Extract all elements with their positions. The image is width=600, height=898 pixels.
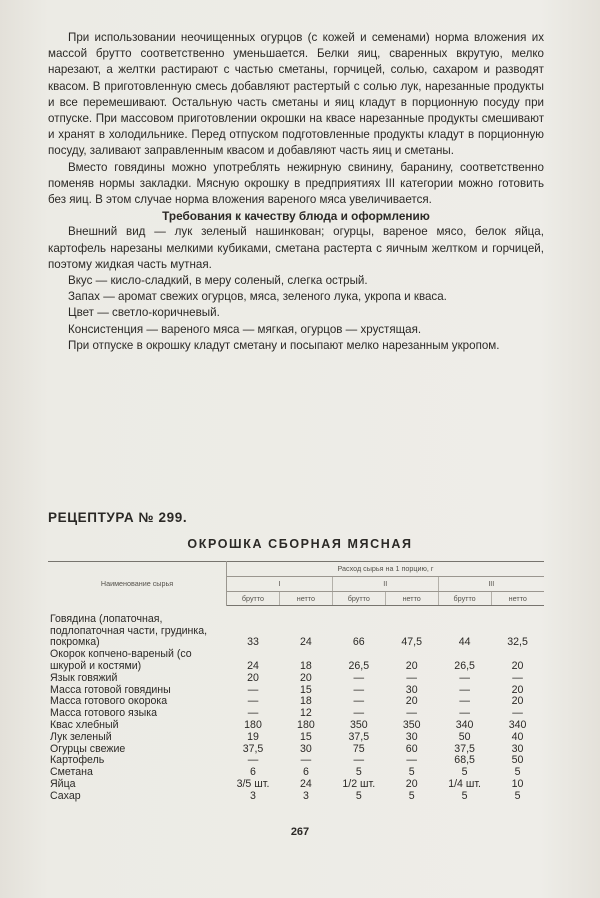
column-header-consumption: Расход сырья на 1 порцию, г xyxy=(227,562,544,577)
ingredient-value: 5 xyxy=(461,766,468,779)
ingredient-value: 15 xyxy=(299,730,312,743)
requirement-text: — лук зеленый нашинкован; огурцы, вареное мясо, белок яйца, картофель нарезаны мелкими кубиками, сметана растерта с яичным желтком и горчицей, поэтому жидкая часть мутная. xyxy=(48,225,544,271)
ingredient-value: 6 xyxy=(250,766,256,779)
ingredient-value: 6 xyxy=(302,766,309,779)
ingredient-value: 24 xyxy=(299,636,312,649)
ingredient-value: 50 xyxy=(458,730,471,743)
ingredient-value: 3 xyxy=(250,789,256,802)
requirement-smell xyxy=(48,289,544,305)
ingredient-value: 340 xyxy=(508,719,527,732)
ingredient-value: 19 xyxy=(247,730,259,743)
ingredient-value: 20 xyxy=(511,695,524,708)
ingredient-value: 32,5 xyxy=(507,636,528,649)
ingredient-value: 350 xyxy=(349,719,368,732)
paragraph-preparation: При использовании неочищенных огурцов (с кожей и семенами) норма вложения их массой брутто соответственно уменьшается. Белки яиц, сваренных вкрутую, мелко нарезают, а желтки растирают с частью сметаны, горчицей, солью, сахаром и разводят квасом. В приготовленную смесь добавляют растертый с солью лук, нарезанные продукты и все перемешивают. Остальную часть сметаны и яиц кладут в порционную посуду при отпуске. При массовом приготовлении окрошки на квасе нарезанные продукты смешивают и хранят в холодильнике. Перед отпуском подготовленные продукты кладут в порционную посуду, заливают заправленным квасом и добавляют часть яиц и сметаны. xyxy=(48,31,544,158)
subheader-gross: брутто xyxy=(438,591,491,606)
ingredient-value: 24 xyxy=(247,660,259,673)
ingredient-name: Язык говяжий xyxy=(50,671,118,684)
ingredient-value: 60 xyxy=(405,742,418,755)
ingredient-value: 37,5 xyxy=(454,742,475,755)
ingredient-value: 33 xyxy=(247,636,259,649)
ingredient-value: 26,5 xyxy=(454,660,475,673)
requirement-taste xyxy=(48,273,544,289)
category-header: I xyxy=(227,576,333,591)
ingredient-name: Огурцы свежие xyxy=(50,742,126,755)
ingredient-value: 1/2 шт. xyxy=(342,778,376,791)
ingredient-name: Масса готовой говядины xyxy=(50,683,171,696)
ingredient-value: — xyxy=(247,754,259,767)
requirement-text: При отпуске в окрошку кладут сметану и посыпают мелко нарезанным укропом. xyxy=(68,338,500,352)
ingredient-name: Сахар xyxy=(50,789,81,802)
requirement-appearance xyxy=(48,224,544,273)
table-row xyxy=(48,606,544,649)
requirement-label: Вкус xyxy=(68,274,93,288)
category-header: III xyxy=(438,576,544,591)
ingredient-name: Окорок копчено-вареный (со шкурой и костями) xyxy=(50,648,192,673)
ingredient-value: 20 xyxy=(511,660,524,673)
ingredient-value: 30 xyxy=(405,683,418,696)
ingredient-value: — xyxy=(406,671,417,684)
ingredient-value: 5 xyxy=(355,766,362,779)
ingredient-value: — xyxy=(300,754,312,767)
ingredient-value: 24 xyxy=(299,778,312,791)
page-number: 267 xyxy=(290,826,310,838)
ingredient-value: 37,5 xyxy=(242,742,264,755)
table-row xyxy=(48,791,544,803)
requirement-text: — кисло-сладкий, в меру соленый, слегка острый. xyxy=(92,274,368,288)
ingredient-value: 75 xyxy=(352,742,365,755)
ingredient-value: 26,5 xyxy=(348,660,370,673)
ingredient-value: 37,5 xyxy=(348,730,370,743)
ingredient-value: — xyxy=(459,671,470,684)
ingredient-value: 5 xyxy=(408,766,415,779)
ingredient-value: — xyxy=(512,707,523,720)
ingredient-value: 18 xyxy=(299,660,312,673)
ingredient-value: 30 xyxy=(511,742,524,755)
ingredient-value: 66 xyxy=(352,636,365,649)
ingredient-value: 5 xyxy=(408,789,415,802)
ingredients-table xyxy=(48,561,544,803)
subheader-net: нетто xyxy=(385,591,438,606)
ingredient-value: 68,5 xyxy=(454,754,475,767)
recipe-number: РЕЦЕПТУРА № 299. xyxy=(48,510,188,525)
ingredient-value: 20 xyxy=(247,671,259,684)
ingredients-table-body xyxy=(48,606,544,803)
ingredient-value: 30 xyxy=(299,742,312,755)
requirement-label: Внешний вид xyxy=(68,225,146,239)
ingredient-value: 1/4 шт. xyxy=(448,778,481,791)
ingredient-value: — xyxy=(247,683,259,696)
ingredient-value: — xyxy=(459,695,470,708)
ingredient-value: 340 xyxy=(455,719,474,732)
serving-note xyxy=(48,338,544,354)
ingredient-value: — xyxy=(353,683,365,696)
requirement-label: Запах xyxy=(68,290,100,304)
ingredient-value: — xyxy=(247,695,259,708)
ingredient-value: 40 xyxy=(511,730,524,743)
ingredient-value: — xyxy=(353,707,365,720)
subheader-gross: брутто xyxy=(227,591,280,606)
requirement-text: — светло-коричневый. xyxy=(93,306,220,320)
ingredient-value: 44 xyxy=(458,636,471,649)
ingredient-name: Яйца xyxy=(50,778,76,791)
category-header: II xyxy=(332,576,438,591)
table-row xyxy=(48,732,544,744)
table-row xyxy=(48,649,544,673)
ingredient-name: Масса готового окорока xyxy=(50,695,168,708)
ingredient-value: — xyxy=(459,707,470,720)
ingredient-value: 20 xyxy=(405,660,418,673)
ingredient-value: 3/5 шт. xyxy=(236,778,270,791)
requirement-text: — аромат свежих огурцов, мяса, зеленого лука, укропа и кваса. xyxy=(99,290,447,304)
ingredient-value: 180 xyxy=(244,719,262,732)
ingredient-value: — xyxy=(353,695,365,708)
ingredient-value: 18 xyxy=(299,695,312,708)
dish-title: ОКРОШКА СБОРНАЯ МЯСНАЯ xyxy=(187,537,413,551)
ingredient-value: 20 xyxy=(511,683,524,696)
ingredient-name: Сметана xyxy=(50,766,93,779)
ingredient-value: 180 xyxy=(297,719,315,732)
ingredient-value: 20 xyxy=(405,695,418,708)
ingredient-value: 10 xyxy=(511,778,524,791)
ingredient-value: 5 xyxy=(514,789,521,802)
subheader-net: нетто xyxy=(491,591,544,606)
table-row xyxy=(48,779,544,791)
ingredient-value: 15 xyxy=(299,683,312,696)
ingredient-name: Картофель xyxy=(50,754,105,767)
ingredient-name: Квас хлебный xyxy=(50,719,119,732)
requirement-consistency xyxy=(48,322,544,338)
requirement-color xyxy=(48,305,544,321)
ingredient-value: 50 xyxy=(511,754,524,767)
ingredient-value: — xyxy=(353,671,365,684)
ingredient-value: 5 xyxy=(461,789,468,802)
table-row xyxy=(48,755,544,767)
paragraph-substitution: Вместо говядины можно употреблять нежирную свинину, баранину, соответственно поменяв нормы закладки. Мясную окрошку в предприятиях III категории можно готовить без яиц. В этом случае норма вложения вареного мяса увеличивается. xyxy=(48,160,544,207)
ingredient-value: — xyxy=(406,707,417,720)
requirements-heading: Требования к качеству блюда и оформлению xyxy=(162,209,430,224)
ingredient-value: 30 xyxy=(405,730,418,743)
column-header-name: Наименование сырья xyxy=(48,562,227,606)
ingredient-value: 5 xyxy=(355,789,362,802)
requirement-label: Цвет xyxy=(68,306,94,320)
ingredient-value: 47,5 xyxy=(401,636,422,649)
ingredient-name: Говядина (лопаточная, подлопаточная части, грудинка, покромка) xyxy=(50,612,208,649)
ingredient-value: 350 xyxy=(402,719,421,732)
body-text xyxy=(48,30,544,354)
ingredient-value: — xyxy=(512,671,523,684)
ingredient-value: — xyxy=(247,707,259,720)
ingredient-value: — xyxy=(353,754,365,767)
ingredient-value: — xyxy=(459,683,470,696)
ingredient-value: 12 xyxy=(299,707,312,720)
ingredient-value: 20 xyxy=(405,778,418,791)
requirement-label: Консистенция xyxy=(68,322,144,336)
ingredient-value: 3 xyxy=(302,789,309,802)
subheader-gross: брутто xyxy=(332,591,385,606)
ingredient-value: 5 xyxy=(514,766,521,779)
ingredient-value: — xyxy=(406,754,417,767)
ingredient-name: Лук зеленый xyxy=(50,730,112,743)
ingredient-name: Масса готового языка xyxy=(50,707,158,720)
ingredient-value: 20 xyxy=(299,671,312,684)
requirement-text: — вареного мяса — мягкая, огурцов — хрустящая. xyxy=(143,322,422,336)
table-row xyxy=(48,673,544,685)
subheader-net: нетто xyxy=(279,591,332,606)
